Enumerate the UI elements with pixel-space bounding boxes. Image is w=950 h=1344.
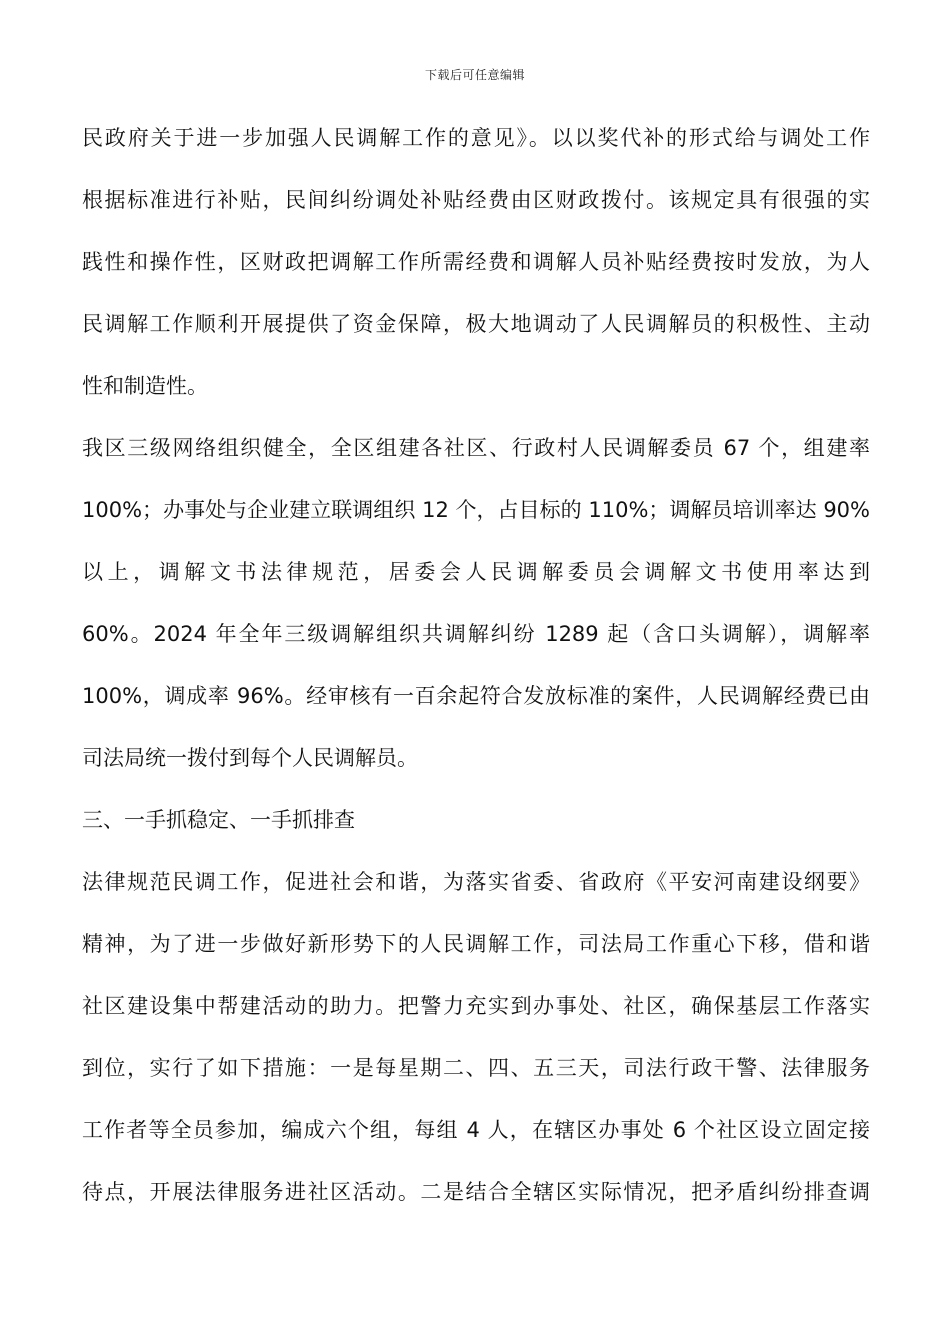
text-line: 践性和操作性，区财政把调解工作所需经费和调解人员补贴经费按时发放，为人 <box>82 250 870 274</box>
text-line: 我区三级网络组织健全，全区组建各社区、行政村人民调解委员 67 个，组建率 <box>82 436 870 460</box>
text-line: 以上，调解文书法律规范，居委会人民调解委员会调解文书使用率达到 <box>82 560 870 584</box>
text-line: 法律规范民调工作，促进社会和谐，为落实省委、省政府《平安河南建设纲要》 <box>82 870 870 894</box>
text-line: 司法局统一拨付到每个人民调解员。 <box>82 746 418 770</box>
text-line: 到位，实行了如下措施：一是每星期二、四、五三天，司法行政干警、法律服务 <box>82 1056 870 1080</box>
text-line: 性和制造性。 <box>82 374 208 398</box>
text-line: 民政府关于进一步加强人民调解工作的意见》。以以奖代补的形式给与调处工作 <box>82 126 870 150</box>
text-line: 100%，调成率 96%。经审核有一百余起符合发放标准的案件，人民调解经费已由 <box>82 684 870 708</box>
text-line: 工作者等全员参加，编成六个组，每组 4 人，在辖区办事处 6 个社区设立固定接 <box>82 1118 870 1142</box>
text-line: 待点，开展法律服务进社区活动。二是结合全辖区实际情况，把矛盾纠纷排查调 <box>82 1180 870 1204</box>
text-line: 精神，为了进一步做好新形势下的人民调解工作，司法局工作重心下移，借和谐 <box>82 932 870 956</box>
text-line: 60%。2024 年全年三级调解组织共调解纠纷 1289 起（含口头调解），调解率 <box>82 622 870 646</box>
text-line: 根据标准进行补贴，民间纠纷调处补贴经费由区财政拨付。该规定具有很强的实 <box>82 188 870 212</box>
page-header: 下载后可任意编辑 <box>424 68 525 82</box>
text-line: 社区建设集中帮建活动的助力。把警力充实到办事处、社区，确保基层工作落实 <box>82 994 870 1018</box>
text-line: 100%；办事处与企业建立联调组织 12 个，占目标的 110%；调解员培训率达 90% <box>82 498 870 522</box>
text-line: 民调解工作顺利开展提供了资金保障，极大地调动了人民调解员的积极性、主动 <box>82 312 870 336</box>
section-heading: 三、一手抓稳定、一手抓排查 <box>82 808 355 832</box>
document-body <box>82 112 870 1228</box>
